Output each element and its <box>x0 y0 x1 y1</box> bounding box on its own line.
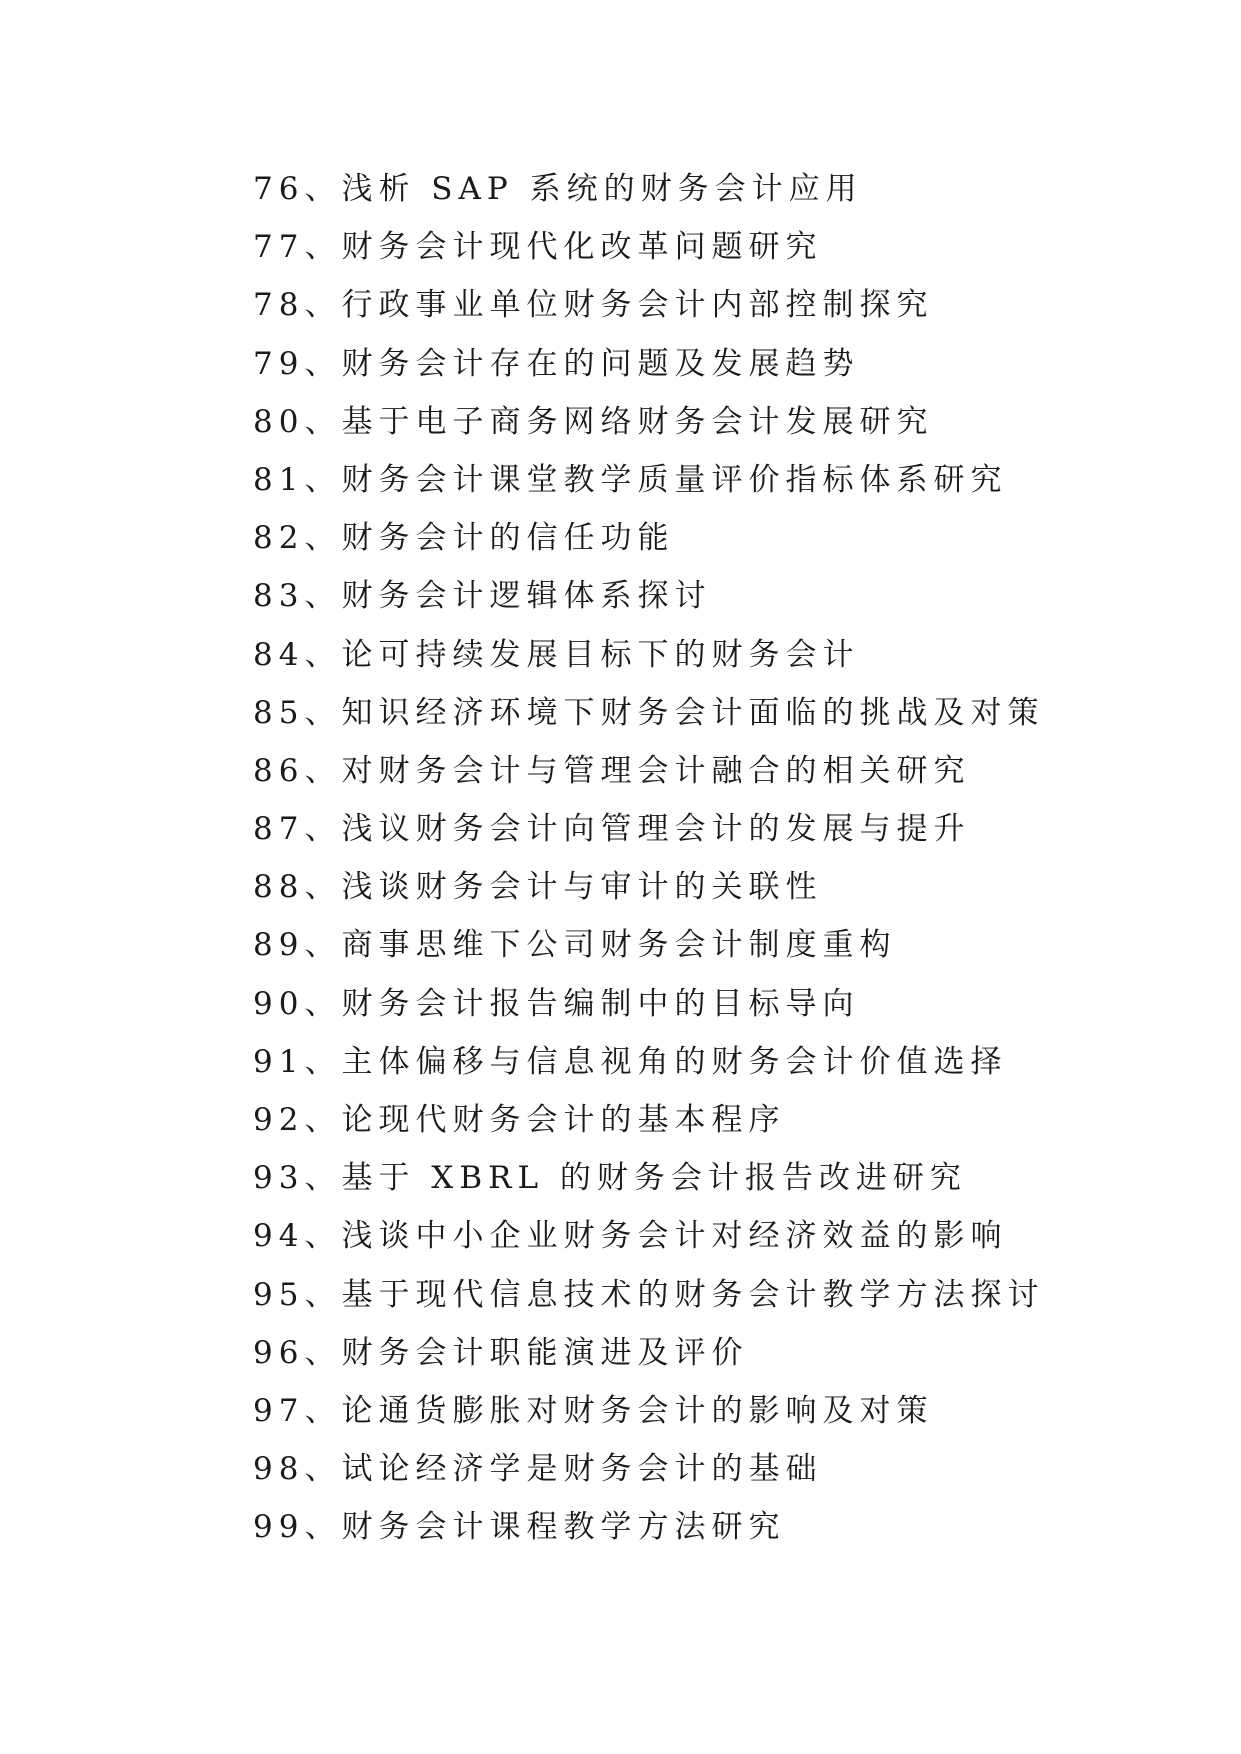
list-item: 87、浅议财务会计向管理会计的发展与提升 <box>253 811 971 848</box>
list-item: 95、基于现代信息技术的财务会计教学方法探讨 <box>253 1276 1045 1313</box>
list-item: 84、论可持续发展目标下的财务会计 <box>253 636 860 673</box>
list-item: 93、基于 XBRL 的财务会计报告改进研究 <box>253 1160 967 1197</box>
list-item: 89、商事思维下公司财务会计制度重构 <box>253 927 897 964</box>
list-item: 80、基于电子商务网络财务会计发展研究 <box>253 403 934 440</box>
list-item: 76、浅析 SAP 系统的财务会计应用 <box>253 171 863 207</box>
list-item: 97、论通货膨胀对财务会计的影响及对策 <box>253 1392 934 1429</box>
list-item: 85、知识经济环境下财务会计面临的挑战及对策 <box>253 694 1045 731</box>
list-item: 98、试论经济学是财务会计的基础 <box>253 1451 823 1488</box>
list-item: 79、财务会计存在的问题及发展趋势 <box>253 345 860 382</box>
list-item: 91、主体偏移与信息视角的财务会计价值选择 <box>253 1043 1008 1080</box>
list-item: 83、财务会计逻辑体系探讨 <box>253 578 712 615</box>
list-item: 96、财务会计职能演进及评价 <box>253 1334 749 1371</box>
list-item: 77、财务会计现代化改革问题研究 <box>253 229 823 266</box>
list-item: 78、行政事业单位财务会计内部控制探究 <box>253 287 934 324</box>
topic-list <box>253 160 1213 1557</box>
list-item: 90、财务会计报告编制中的目标导向 <box>253 985 860 1022</box>
list-item: 88、浅谈财务会计与审计的关联性 <box>253 869 823 906</box>
list-item: 92、论现代财务会计的基本程序 <box>253 1102 786 1138</box>
list-item: 86、对财务会计与管理会计融合的相关研究 <box>253 752 971 789</box>
list-item: 81、财务会计课堂教学质量评价指标体系研究 <box>253 461 1008 498</box>
list-item: 99、财务会计课程教学方法研究 <box>253 1509 786 1546</box>
list-item: 94、浅谈中小企业财务会计对经济效益的影响 <box>253 1218 1008 1255</box>
list-item: 82、财务会计的信任功能 <box>253 520 675 557</box>
